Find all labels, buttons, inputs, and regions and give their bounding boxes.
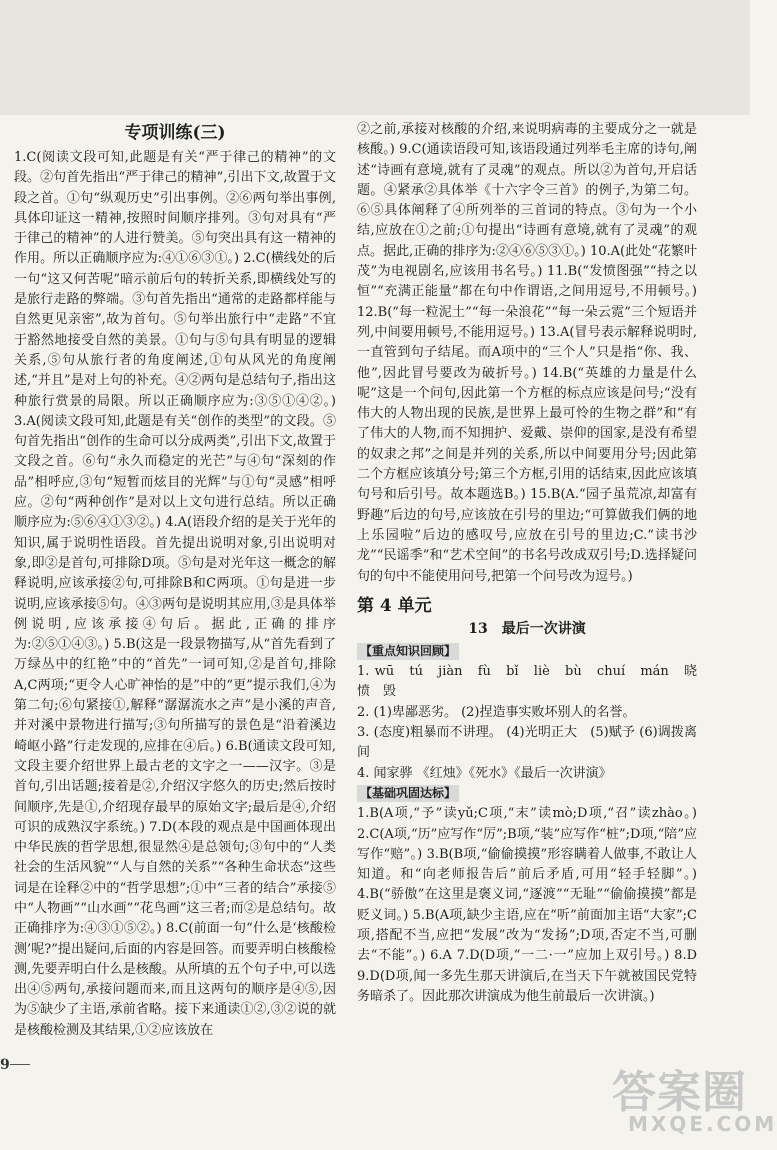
review-section-tag: 【重点知识回顾】 bbox=[357, 643, 459, 660]
page-number: 9 bbox=[0, 1057, 10, 1073]
left-answers-text: 1.C(阅读文段可知,此题是有关“严于律己的精神”的文段。②句首先指出“严于律己的精神”,引出下文,故置于文段之首。①句“纵观历史”引出事例。②⑥两句举出事例,具体印证这一精神,按照时间顺序排列。③句对具有“严于律己的精神”的人进行赞美。⑤句突出具有这一精神的作用。所以正确顺序应为:④①⑥③①。) 2.C(横线处的后一句“这又何苦呢”暗示前后句的转折关系,即横线处写的是旅行走路的弊端。③句首先指出“通常的走路都样能与自然更见亲密”,故为首句。⑤句举出旅行中“走路”不宜于豁然地接受自然的美景。①句与⑤句具有明显的逻辑关系,⑤句从旅行者的角度阐述,①句从风光的角度阐述,“并且”是对上句的补充。④②两句是总结句子,指出这种旅行赏景的局限。所以正确顺序应为:③⑤①④②。) 3.A(阅读文段可知,此题是有关“创作的类型”的文段。⑤句首先指出“创作的生命可以分成两类”,引出下文,故置于文段之首。⑥句“永久而稳定的光芒”与④句“深刻的作品”相呼应,③句“短暂而炫目的光辉”与①句“灵感”相呼应。②句“两种创作”是对以上文句进行总结。所以正确顺序应为:⑤⑥④①③②。) 4.A(语段介绍的是关于光年的知识,属于说明性语段。首先提出说明对象,引出说明对象,即②是首句,可排除D项。⑤句是对光年这一概念的解释说明,应该承接②句,可排除B和C两项。①句是进一步说明,应该承接⑤句。④③两句是说明其应用,③是具体举例说明,应该承接④句后。据此,正确的排序为:②⑤①④③。) 5.B(这是一段景物描写,从“首先看到了万绿丛中的红艳”中的“首先”一词可知,②是首句,排除A,C两项;“更令人心旷神怡的是”中的“更”提示我们,④为第二句;⑥句紧接①,解释“潺潺流水之声”是小溪的声音,并对溪中景物进行描写;③句所描写的景色是“沿着溪边崎岖小路”行走发现的,应排在④后。) 6.B(通读文段可知,文段主要介绍世界上最古老的文字之一——汉字。③是首句,引出话题;接着是②,介绍汉字悠久的历史;然后按时间顺序,先是①,介绍现存最早的原始文字;最后是④,介绍可识的成熟汉字系统。) 7.D(本段的观点是中国画体现出中华民族的哲学思想,很显然④是总领句;③句中的“人类社会的生活风貌”“人与自然的关系”“各种生命状态”这些词是在诠释②中的“哲学思想”;①中“三者的结合”承接⑤中“人物画”“山水画”“花鸟画”这三者;而②是总结句。故正确排序为:④③①⑤②。) 8.C(前面一句“什么是‘核酸检测’呢?”提出疑问,后面的内容是回答。而要弄明白核酸检测,先要弄明白什么是核酸。从所填的五个句子中,可以选出④⑤两句,承接问题而来,而且这两句的顺序是④⑤,因为⑤缺少了主语,承前省略。接下来通读①②,③②说的就是核酸检测及其结果,①②应该放在 bbox=[14, 150, 336, 1038]
unit-title: 第 4 单元 bbox=[357, 595, 432, 616]
review-item-3: 3. (态度)粗暴而不讲理。 (4)光明正大 (5)赋予 (6)调拨离间 bbox=[357, 725, 697, 761]
review-item-4: 4. 闻家骅 《红烛》《死水》《最后一次讲演》 bbox=[357, 765, 612, 781]
section-title: 专项训练(三) bbox=[124, 123, 226, 143]
left-column bbox=[14, 120, 336, 1041]
top-shadow-band bbox=[0, 0, 750, 115]
page-number-rule bbox=[10, 1064, 30, 1065]
review-item-2: 2. (1)卑鄙恶劣。 (2)捏造事实败坏别人的名誉。 bbox=[357, 704, 636, 720]
review-item-1: 1. wū tú jiàn fù bǐ liè bù chuí mán 晓 愤 毁 bbox=[357, 664, 711, 700]
right-column bbox=[357, 120, 711, 1007]
watermark-logo: 答案圈 bbox=[612, 1067, 747, 1118]
basic-section-tag: 【基础巩固达标】 bbox=[357, 785, 459, 802]
basic-answers-text: 1.B(A项,“予”读yǔ;C项,“末”读mò;D项,“召”读zhào。) 2.C(A项,“历”应写作“厉”;B项,“装”应写作“桩”;D项,“陪”应写作“赔”。) 3.B(B项,“偷偷摸摸”形容瞒着人做事,不敢让人知道。和“向老师报告后”前后矛盾,可用“轻手轻脚”。) 4.B(“骄傲”在这里是褒义词,“逐渡”“无耻”“偷偷摸摸”都是贬义词。) 5.B(A项,缺少主语,应在“听”前面加主语“大家”;C项,搭配不当,应把“发展”改为“发扬”;D项,否定不当,可删去“不能”。) 6.A 7.D(D项,“一二·一”应加上双引号。) 8.D 9.D(D项,闻一多先生那天讲演后,在当天下午就被国民党特务暗杀了。因此那次讲演成为他生前最后一次讲演。) bbox=[357, 806, 697, 1004]
watermark-url: MXQE.COM bbox=[628, 1112, 777, 1136]
lesson-title: 13 最后一次讲演 bbox=[468, 620, 586, 637]
right-answers-text: ②之前,承接对核酸的介绍,来说明病毒的主要成分之一就是核酸。) 9.C(通读语段可知,该语段通过列举毛主席的诗句,阐述“诗画有意境,就有了灵魂”的观点。所以②为首句,开启话题。④紧承②具体举《十六字令三首》的例子,为第二句。⑥⑤具体阐释了④所列举的三首词的特点。③句为一个小结,应放在①之前;①句提出“诗画有意境,就有了灵魂”的观点。据此,正确的排序为:②④⑥⑤③①。) 10.A(此处“花繁叶茂”为电视剧名,应该用书名号。) 11.B(“发愤图强”“持之以恒”“充满正能量”都在句中作谓语,之间用逗号,不用顿号。) 12.B(“每一粒泥土”“每一朵浪花”“每一朵云霓”三个短语并列,中间要用顿号,不能用逗号。) 13.A(冒号表示解释说明时,一直管到句子结尾。而A项中的“三个人”只是指“你、我、他”,因此冒号要改为破折号。) 14.B(“英雄的力量是什么呢”这是一个问句,因此第一个方框的标点应该是问号;“没有伟大的人物出现的民族,是世界上最可怜的生物之群”和“有了伟大的人物,而不知拥护、爱戴、崇仰的国家,是没有希望的奴隶之邦”之间是并列的关系,所以中间要用分号;因此第二个方框应该填分号;第三个方框,引用的话结束,因此应该填句号和后引号。故本题选B。) 15.B(A.“园子虽荒凉,却富有野趣”后边的句号,应该放在引号的里边;“可算做我们俩的地上乐园啦”后边的感叹号,应放在引号的里边;C.“读书沙龙”“民谣季”和“艺术空间”的书名号改成双引号;D.选择疑问句的句中不能使用问号,把第一个问号改为逗号。) bbox=[357, 122, 697, 584]
